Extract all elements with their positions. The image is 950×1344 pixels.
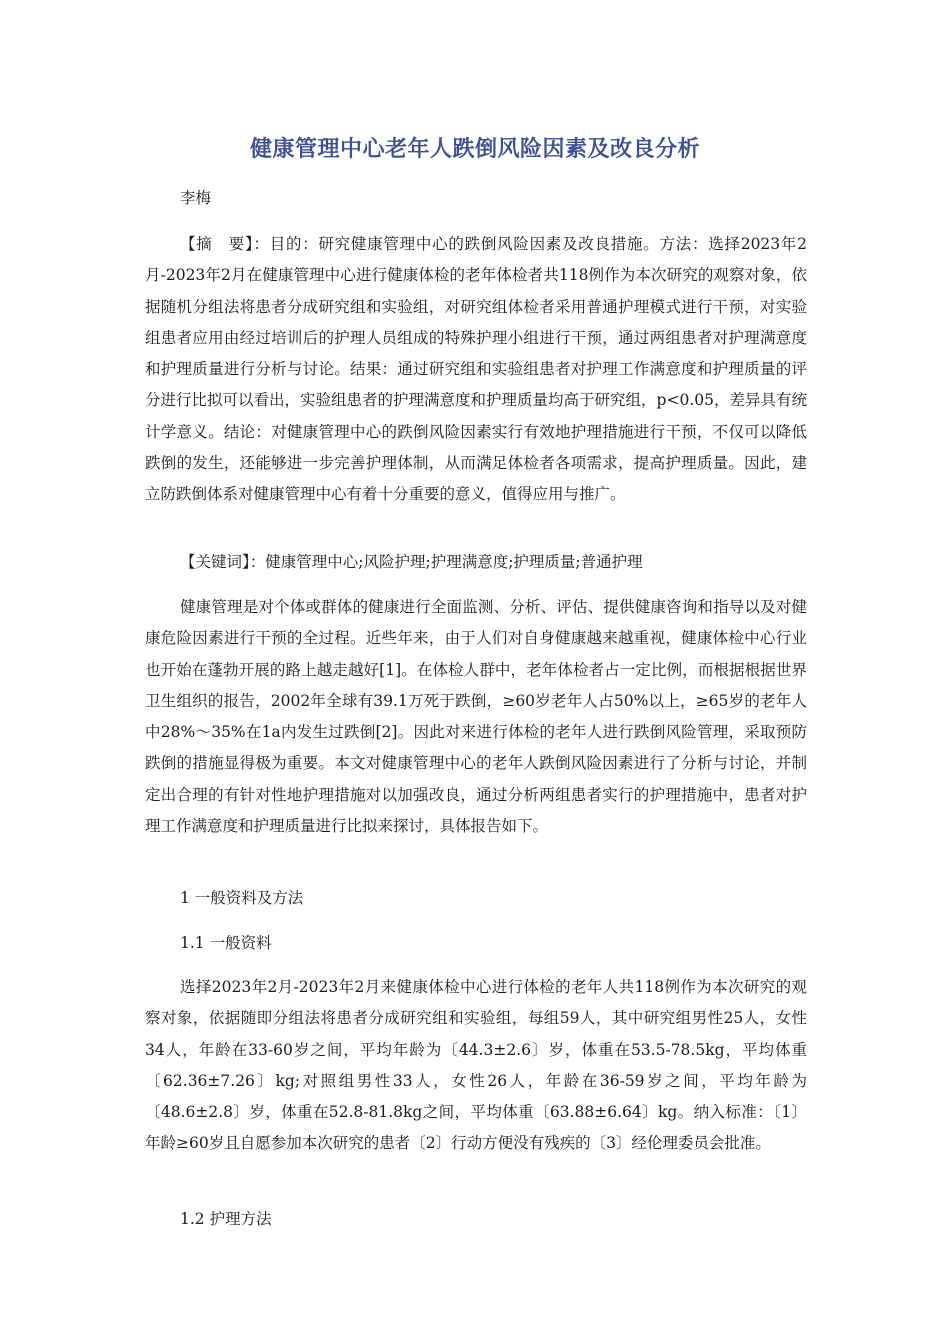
general-data-text: 选择2023年2月-2023年2月来健康体检中心进行体检的老年人共118例作为本次研究的观察对象，依据随即分组法将患者分成研究组和实验组，每组59人，其中研究组男性25人，女性34人，年龄在33-60岁之间，平均年龄为〔44.3±2.6〕岁，体重在53.5-78.5kg，平均体重〔62.36±7.26〕kg;对照组男性33人，女性26人，年龄在36-59岁之间，平均年龄为〔48.6±2.8〕岁，体重在52.8-81.8kg之间，平均体重〔63.88±6.64〕kg。纳入标准：〔1〕年龄≥60岁且自愿参加本次研究的患者〔2〕行动方便没有残疾的〔3〕经伦理委员会批准。	[145, 978, 807, 1153]
abstract-text: 【摘 要】：目的：研究健康管理中心的跌倒风险因素及改良措施。方法：选择2023年2月-2023年2月在健康管理中心进行健康体检的老年体检者共118例作为本次研究的观察对象，依据随机分组法将患者分成研究组和实验组，对研究组体检者采用普通护理模式进行干预，对实验组患者应用由经过培训后的护理人员组成的特殊护理小组进行干预，通过两组患者对护理满意度和护理质量进行分析与讨论。结果：通过研究组和实验组患者对护理工作满意度和护理质量的评分进行比拟可以看出，实验组患者的护理满意度和护理质量均高于研究组，p<0.05，差异具有统计学意义。结论：对健康管理中心的跌倒风险因素实行有效地护理措施进行干预，不仅可以降低跌倒的发生，还能够进一步完善护理体制，从而满足体检者各项需求，提高护理质量。因此，建立防跌倒体系对健康管理中心有着十分重要的意义，值得应用与推广。	[145, 235, 807, 504]
introduction-section	[145, 592, 807, 842]
abstract-section	[145, 229, 807, 511]
introduction-text: 健康管理是对个体或群体的健康进行全面监测、分析、评估、提供健康咨询和指导以及对健康危险因素进行干预的全过程。近些年来，由于人们对自身健康越来越重视，健康体检中心行业也开始在蓬勃开展的路上越走越好[1]。在体检人群中，老年体检者占一定比例，而根据根据世界卫生组织的报告，2002年全球有39.1万死于跌倒，≥60岁老年人占50%以上，≥65岁的老年人中28%～35%在1a内发生过跌倒[2]。因此对来进行体检的老年人进行跌倒风险管理，采取预防跌倒的措施显得极为重要。本文对健康管理中心的老年人跌倒风险因素进行了分析与讨论，并制定出合理的有针对性地护理措施对以加强改良，通过分析两组患者实行的护理措施中，患者对护理工作满意度和护理质量进行比拟来探讨，具体报告如下。	[145, 598, 807, 836]
section-heading-1: 1 一般资料及方法	[180, 889, 304, 907]
paper-title: 健康管理中心老年人跌倒风险因素及改良分析	[249, 137, 700, 162]
keywords-section	[145, 547, 807, 578]
author-name: 李梅	[180, 189, 212, 207]
section-heading-1-2: 1.2 护理方法	[180, 1210, 272, 1228]
section-heading-1-1: 1.1 一般资料	[180, 934, 272, 952]
keywords-text: 【关键词】：健康管理中心;风险护理;护理满意度;护理质量;普通护理	[180, 553, 643, 571]
general-data-section	[145, 972, 807, 1160]
